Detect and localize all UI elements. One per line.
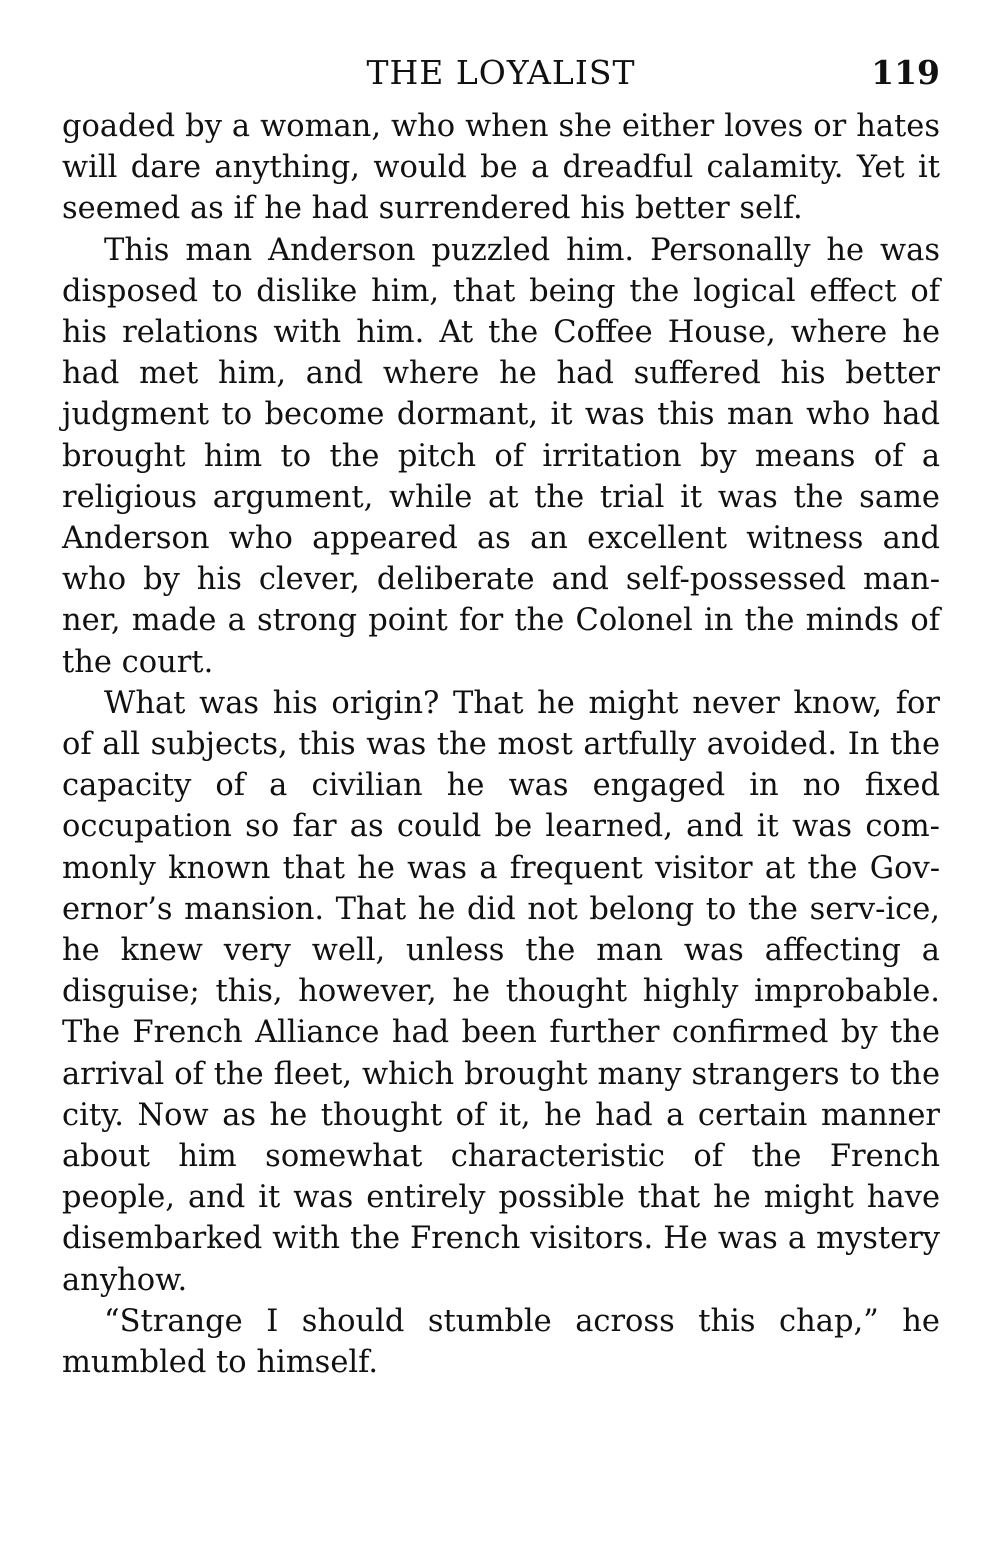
running-title: THE LOYALIST <box>366 53 636 92</box>
page-header <box>62 50 940 96</box>
page-number: 119 <box>871 53 940 92</box>
paragraph-origin: What was his origin? That he might never know, for of all subjects, this was the most artfully avoided. In the capacity of a civilian he was engaged in no fixed occupation so far as could be learned, and it was com-monly known that he was a frequent visitor at the Gov-ernor’s mansion. That he did not belong to the serv-ice, he knew very well, unless the man was affecting a disguise; this, however, he thought highly improbable. The French Alliance had been further confirmed by the arrival of the fleet, which brought many strangers to the city. Now as he thought of it, he had a certain manner about him somewhat characteristic of the French people, and it was entirely possible that he might have disembarked with the French visitors. He was a mystery anyhow. <box>62 685 940 1298</box>
paragraph-anderson: This man Anderson puzzled him. Personally he was disposed to dislike him, that being the logical effect of his relations with him. At the Coffee House, where he had met him, and where he had suffered his better judgment to become dormant, it was this man who had brought him to the pitch of irritation by means of a religious argument, while at the trial it was the same Anderson who appeared as an excellent witness and who by his clever, deliberate and self-possessed man-ner, made a strong point for the Colonel in the minds of the court. <box>62 232 940 680</box>
paragraph-quote: “Strange I should stumble across this chap,” he mumbled to himself. <box>62 1303 940 1381</box>
body-text <box>62 106 940 1383</box>
paragraph-continued: goaded by a woman, who when she either loves or hates will dare anything, would be a dreadful calamity. Yet it seemed as if he had surrendered his better self. <box>62 109 940 227</box>
book-page <box>62 50 940 1383</box>
